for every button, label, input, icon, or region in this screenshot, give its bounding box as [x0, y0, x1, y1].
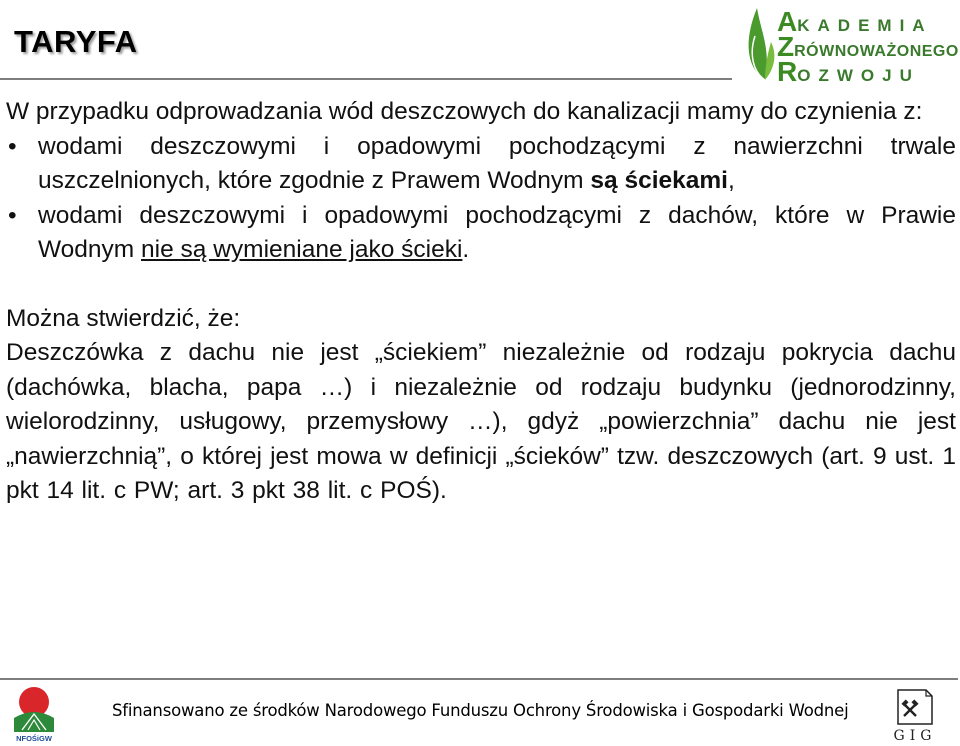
nfosigw-logo [8, 684, 60, 746]
slide-body [6, 95, 956, 509]
conclusion-lead: Można stwierdzić, że: [6, 304, 241, 332]
gig-emblem-icon [886, 686, 944, 728]
conclusion-text: Deszczówka z dachu nie jest „ściekiem” niezależnie od rodzaju pokrycia dachu (dachówka, blacha, papa …) i niezależnie od rodzaju budynku (jednorodzinny, wielorodzinny, usługowy, przemysłowy …), gdyż „powierzchnia” dachu nie jest „nawierzchnią”, o której jest mowa w definicji „ścieków” tzw. deszczowych (art. 9 ust. 1 pkt 14 lit. c PW; art. 3 pkt 38 lit. c POŚ). [6, 339, 956, 504]
list-item: • wodami deszczowymi i opadowymi pochodzącymi z dachów, które w Prawie Wodnym nie są wymieniane jako ścieki. [6, 199, 956, 268]
gig-logo [886, 686, 944, 744]
logo-line-zrownowazonego: ZRÓWNOWAŻONEGO [777, 31, 959, 62]
bullet-icon: • [8, 201, 17, 229]
logo-line-rozwoju: ROZWOJU [777, 56, 920, 87]
page-title: TARYFA [14, 24, 138, 59]
gig-label: GIG [893, 728, 937, 744]
nfosigw-label: NFOŚiGW [16, 734, 52, 743]
emphasis-underline: nie są wymieniane jako ścieki [141, 236, 463, 263]
footer-funding-note: Sfinansowano ze środków Narodowego Funduszu Ochrony Środowiska i Gospodarki Wodnej [112, 701, 849, 720]
intro-text: W przypadku odprowadzania wód deszczowych do kanalizacji mamy do czynienia z: [6, 98, 923, 125]
akademia-logo [735, 2, 959, 87]
nfosigw-emblem-icon [8, 684, 60, 734]
footer-divider [0, 678, 958, 680]
title-divider [0, 78, 732, 80]
bullet-list [6, 130, 956, 268]
bullet-icon: • [8, 132, 17, 160]
logo-line-akademia: AKADEMIA [777, 6, 933, 37]
emphasis-bold: są ściekami [590, 167, 728, 194]
list-item: • wodami deszczowymi i opadowymi pochodzącymi z nawierzchni trwale uszczelnionych, które zgodnie z Prawem Wodnym są ściekami, [6, 130, 956, 199]
leaf-icon [735, 2, 779, 82]
